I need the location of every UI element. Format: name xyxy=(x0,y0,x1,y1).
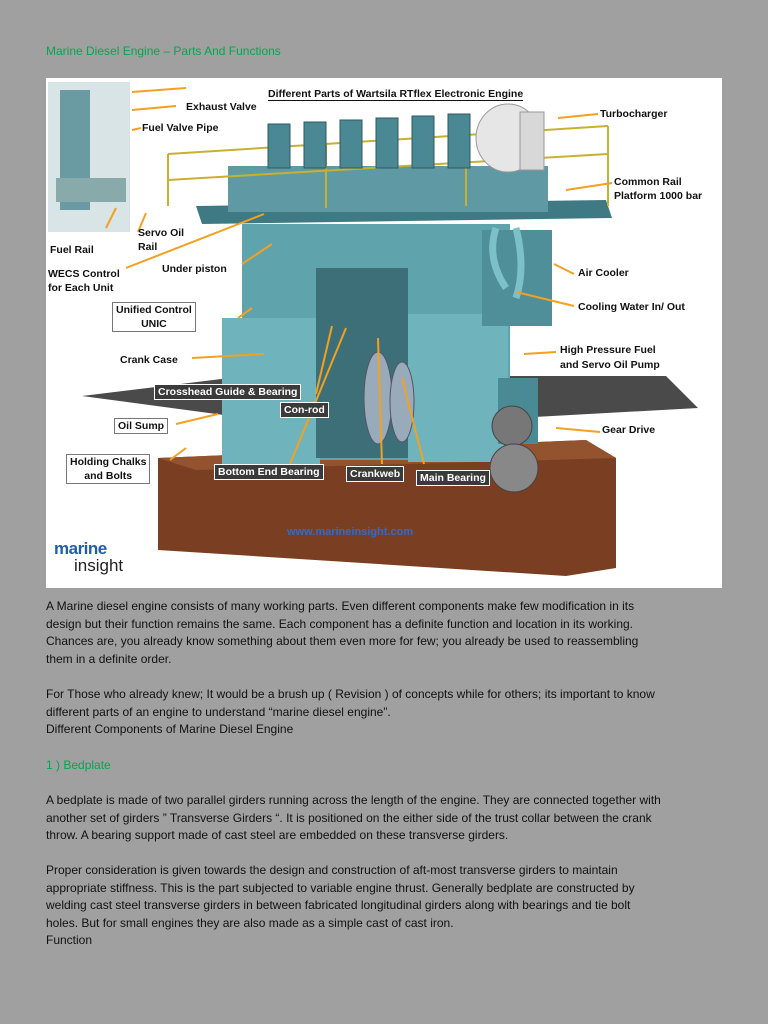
label-oil-sump: Oil Sump xyxy=(114,418,168,434)
intro-paragraph xyxy=(46,598,726,668)
marine-insight-logo xyxy=(54,540,123,575)
label-unified-control xyxy=(112,302,196,332)
label-unified-control-line2: UNIC xyxy=(141,318,167,330)
intro-line: Chances are, you already know something about them even more for few; you already be used to reassembling xyxy=(46,634,639,649)
bedplate-paragraph-2 xyxy=(46,862,726,950)
label-common-rail-platform: Platform 1000 bar xyxy=(614,190,703,202)
label-bottom-end-bearing: Bottom End Bearing xyxy=(214,464,324,480)
label-fuel-valve-pipe: Fuel Valve Pipe xyxy=(142,122,219,134)
label-crank-case: Crank Case xyxy=(120,354,178,366)
label-holding-chalks-line1: Holding Chalks xyxy=(70,456,147,468)
bedplate-line: throw. A bearing support made of cast steel are embedded on these transverse girders. xyxy=(46,828,509,843)
label-wecs-control: WECS Control xyxy=(48,268,120,280)
engine-illustration xyxy=(46,78,722,588)
function-heading: Function xyxy=(46,933,93,948)
label-cooling-water: Cooling Water In/ Out xyxy=(578,301,685,313)
intro-line: A Marine diesel engine consists of many working parts. Even different components make few modification in its xyxy=(46,599,635,613)
label-crankweb: Crankweb xyxy=(346,466,404,482)
bedplate-line: holes. But for small engines they are also made as a simple cast of cast iron. xyxy=(46,915,454,930)
intro-line: them in a definite order. xyxy=(46,651,172,666)
label-servo-oil: Servo Oil xyxy=(138,227,185,239)
label-fuel-rail: Fuel Rail xyxy=(50,244,94,256)
page-title: Marine Diesel Engine – Parts And Functions xyxy=(46,44,281,58)
label-con-rod: Con-rod xyxy=(280,402,329,418)
bedplate-line: appropriate stiffness. This is the part subjected to variable engine thrust. Generally bedplate are constructed by xyxy=(46,880,635,895)
label-crosshead: Crosshead Guide & Bearing xyxy=(154,384,301,400)
label-hp-fuel: High Pressure Fuel xyxy=(560,344,656,356)
revision-line: For Those who already knew; It would be a brush up ( Revision ) of concepts while for others; its important to know xyxy=(46,687,655,701)
intro-line: design but their function remains the same. Each component has a definite function and location in its working. xyxy=(46,616,634,631)
bedplate-line: another set of girders ” Transverse Girders “. It is positioned on the either side of the trust collar between the crank xyxy=(46,810,652,825)
label-wecs-unit: for Each Unit xyxy=(48,282,114,294)
revision-paragraph xyxy=(46,686,726,739)
bedplate-paragraph-1 xyxy=(46,792,726,845)
label-air-cooler: Air Cooler xyxy=(578,267,629,279)
logo-line2: insight xyxy=(74,556,124,575)
label-unified-control-line1: Unified Control xyxy=(116,304,192,316)
logo-line1: marine xyxy=(54,539,107,558)
label-holding-chalks xyxy=(66,454,150,484)
bedplate-line: Proper consideration is given towards the design and construction of aft-most transverse girders to maintain xyxy=(46,863,618,877)
label-exhaust-valve: Exhaust Valve xyxy=(186,101,257,113)
revision-line: different parts of an engine to understand “marine diesel engine”. xyxy=(46,704,391,719)
label-gear-drive: Gear Drive xyxy=(602,424,656,436)
label-servo-oil-rail: Rail xyxy=(138,241,158,253)
section-heading-bedplate: 1 ) Bedplate xyxy=(46,758,111,772)
source-url: www.marineinsight.com xyxy=(287,526,414,538)
engine-diagram xyxy=(46,78,722,588)
label-turbocharger: Turbocharger xyxy=(600,108,668,120)
label-hp-fuel-pump: and Servo Oil Pump xyxy=(560,359,660,371)
label-common-rail: Common Rail xyxy=(614,176,682,188)
diagram-title: Different Parts of Wartsila RTflex Electronic Engine xyxy=(268,88,524,100)
bedplate-line: A bedplate is made of two parallel girders running across the length of the engine. They are connected together with xyxy=(46,793,661,807)
bedplate-line: welding cast steel transverse girders in between fabricated longitudinal girders along with bearings and tie bolt xyxy=(46,898,631,913)
label-holding-chalks-line2: and Bolts xyxy=(84,470,133,482)
revision-line: Different Components of Marine Diesel Engine xyxy=(46,722,294,737)
label-main-bearing: Main Bearing xyxy=(416,470,490,486)
label-under-piston: Under piston xyxy=(162,263,227,275)
